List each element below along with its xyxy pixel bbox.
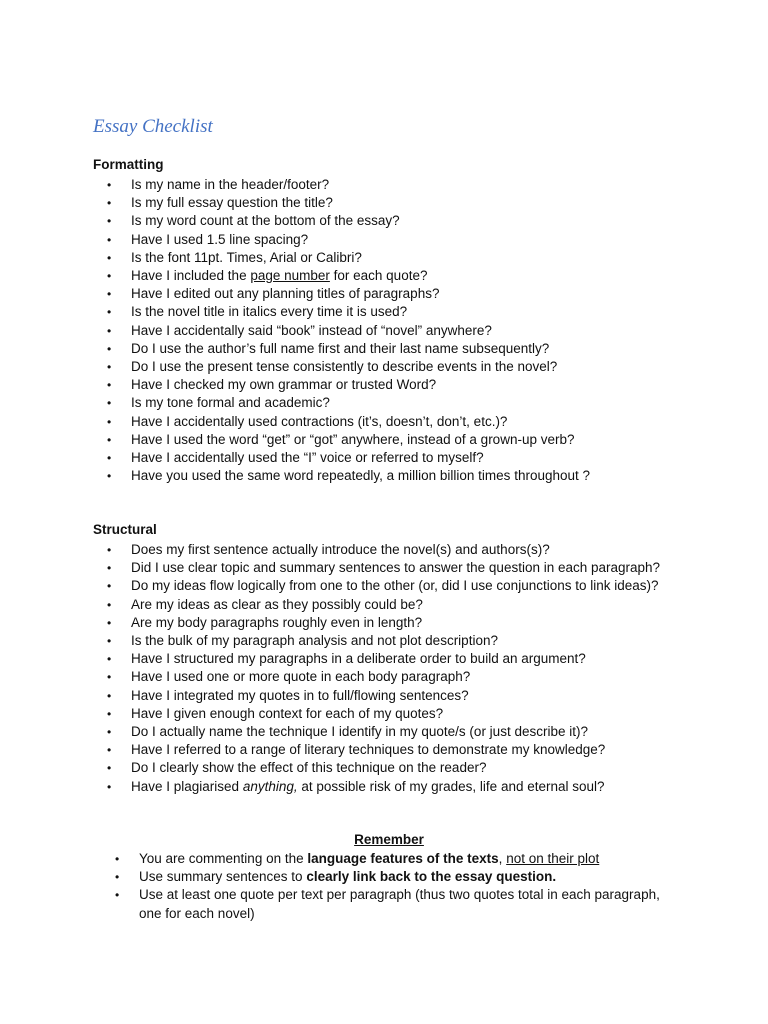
list-item <box>93 249 713 267</box>
item-text-text: Have I checked my own grammar or trusted Word? <box>131 377 437 393</box>
item-text-text: Do I actually name the technique I identify in my quote/s (or just describe it)? <box>131 724 588 740</box>
item-text-text: Is my tone formal and academic? <box>131 395 330 411</box>
bullet-icon: • <box>107 615 112 630</box>
bullet-icon: • <box>107 634 112 649</box>
list-item <box>93 340 713 358</box>
list-item <box>93 687 713 705</box>
item-text-text: Are my ideas as clear as they possibly could be? <box>131 596 423 612</box>
bullet-icon: • <box>107 287 112 302</box>
bullet-icon: • <box>107 652 112 667</box>
item-text-text: Are my body paragraphs roughly even in length? <box>131 614 423 630</box>
bullet-icon: • <box>107 706 112 721</box>
remember-item-text-text: Use at least one quote per text per paragraph (thus two quotes total in each paragraph, one for each novel) <box>139 887 660 921</box>
bullet-icon: • <box>107 761 112 776</box>
item-text-text: Have I used one or more quote in each body paragraph? <box>131 669 471 685</box>
list-item <box>93 394 713 412</box>
bullet-icon: • <box>107 688 112 703</box>
item-text-text: Have you used the same word repeatedly, a million billion times throughout ? <box>131 468 590 484</box>
item-text-text: Is the bulk of my paragraph analysis and not plot description? <box>131 633 498 649</box>
remember-heading: Remember <box>354 832 424 847</box>
list-item <box>93 778 713 796</box>
item-text-text: Have I integrated my quotes in to full/flowing sentences? <box>131 687 469 703</box>
list-item <box>93 376 713 394</box>
list-item <box>93 650 713 668</box>
remember-item-pre-text: Use summary sentences to <box>139 869 307 885</box>
bullet-icon: • <box>107 360 112 375</box>
list-item <box>101 850 661 868</box>
item-text-text: Do I use the present tense consistently to describe events in the novel? <box>131 359 558 375</box>
list-item <box>93 413 713 431</box>
item-text-text: Does my first sentence actually introduce the novel(s) and authors(s)? <box>131 542 550 557</box>
list-item <box>101 868 661 886</box>
list-item <box>93 668 713 686</box>
item-post-text: at possible risk of my grades, life and eternal soul? <box>297 778 605 794</box>
bullet-icon: • <box>115 852 120 866</box>
bullet-icon: • <box>107 725 112 740</box>
remember-item-underline-text: not on their plot <box>506 851 600 866</box>
list-item <box>101 886 661 922</box>
item-pre-text: Have I included the <box>131 268 251 284</box>
bullet-icon: • <box>107 196 112 211</box>
bullet-icon: • <box>107 561 112 576</box>
bullet-icon: • <box>107 323 112 338</box>
bullet-icon: • <box>107 597 112 612</box>
bullet-icon: • <box>107 250 112 265</box>
remember-list <box>101 850 661 923</box>
remember-item-mid-text: , <box>498 851 507 866</box>
bullet-icon: • <box>107 432 112 447</box>
list-item <box>93 741 713 759</box>
item-text-text: Have I given enough context for each of my quotes? <box>131 705 444 721</box>
list-item <box>93 632 713 650</box>
bullet-icon: • <box>107 232 112 247</box>
bullet-icon: • <box>107 743 112 758</box>
item-text-text: Do my ideas flow logically from one to the other (or, did I use conjunctions to link ideas)? <box>131 578 659 594</box>
list-item <box>93 759 713 777</box>
item-pre-text: Have I plagiarised <box>131 778 243 794</box>
item-text-text: Is my name in the header/footer? <box>131 177 330 192</box>
item-text-text: Have I edited out any planning titles of paragraphs? <box>131 286 440 302</box>
list-item <box>93 231 713 249</box>
item-italic-text: anything, <box>242 778 298 794</box>
item-text-text: Do I clearly show the effect of this technique on the reader? <box>131 760 487 776</box>
list-item <box>93 614 713 632</box>
bullet-icon: • <box>107 779 112 794</box>
formatting-heading: Formatting <box>93 157 164 172</box>
bullet-icon: • <box>107 469 112 484</box>
list-item <box>93 577 691 595</box>
list-item <box>93 176 713 194</box>
structural-list <box>93 541 713 796</box>
list-item <box>93 705 713 723</box>
item-text-text: Is my word count at the bottom of the essay? <box>131 213 400 229</box>
bullet-icon: • <box>107 378 112 393</box>
item-text-text: Have I accidentally said “book” instead of “novel” anywhere? <box>131 322 492 338</box>
bullet-icon: • <box>107 579 112 594</box>
list-item <box>93 212 713 230</box>
bullet-icon: • <box>107 414 112 429</box>
item-underline-text: page number <box>250 268 330 284</box>
list-item <box>93 431 713 449</box>
item-post-text: for each quote? <box>329 268 428 284</box>
list-item <box>93 303 713 321</box>
bullet-icon: • <box>107 305 112 320</box>
item-text-text: Have I used the word “get” or “got” anywhere, instead of a grown-up verb? <box>131 431 575 447</box>
bullet-icon: • <box>107 451 112 466</box>
list-item <box>93 559 691 577</box>
list-item <box>93 467 713 485</box>
list-item <box>93 267 713 285</box>
list-item <box>93 541 713 559</box>
remember-item-bold-text: language features of the texts <box>307 851 499 866</box>
item-text-text: Have I structured my paragraphs in a deliberate order to build an argument? <box>131 651 586 667</box>
list-item <box>93 285 713 303</box>
item-text-text: Is the novel title in italics every time it is used? <box>131 304 408 320</box>
list-item <box>93 358 713 376</box>
item-text-text: Have I accidentally used the “I” voice or referred to myself? <box>131 450 484 466</box>
bullet-icon: • <box>115 888 120 903</box>
item-text-text: Have I used 1.5 line spacing? <box>131 231 309 247</box>
item-text-text: Have I referred to a range of literary techniques to demonstrate my knowledge? <box>131 742 606 758</box>
list-item <box>93 596 713 614</box>
formatting-list <box>93 176 713 485</box>
item-text-text: Did I use clear topic and summary sentences to answer the question in each paragraph? <box>131 560 661 576</box>
item-text-text: Is my full essay question the title? <box>131 195 333 211</box>
item-text-text: Is the font 11pt. Times, Arial or Calibri? <box>131 249 362 265</box>
bullet-icon: • <box>107 396 112 411</box>
bullet-icon: • <box>107 543 112 557</box>
bullet-icon: • <box>107 341 112 356</box>
list-item <box>93 322 713 340</box>
bullet-icon: • <box>107 269 112 284</box>
list-item <box>93 194 713 212</box>
bullet-icon: • <box>107 178 112 192</box>
list-item <box>93 723 713 741</box>
remember-item-pre-text: You are commenting on the <box>139 851 308 866</box>
bullet-icon: • <box>107 670 112 685</box>
remember-item-bold-text: clearly link back to the essay question. <box>306 869 557 885</box>
item-text-text: Do I use the author’s full name first and their last name subsequently? <box>131 340 550 356</box>
bullet-icon: • <box>107 214 112 229</box>
structural-heading: Structural <box>93 522 157 537</box>
list-item <box>93 449 713 467</box>
item-text-text: Have I accidentally used contractions (it’s, doesn’t, don’t, etc.)? <box>131 413 508 429</box>
bullet-icon: • <box>115 870 120 885</box>
page-title: Essay Checklist <box>93 116 213 137</box>
